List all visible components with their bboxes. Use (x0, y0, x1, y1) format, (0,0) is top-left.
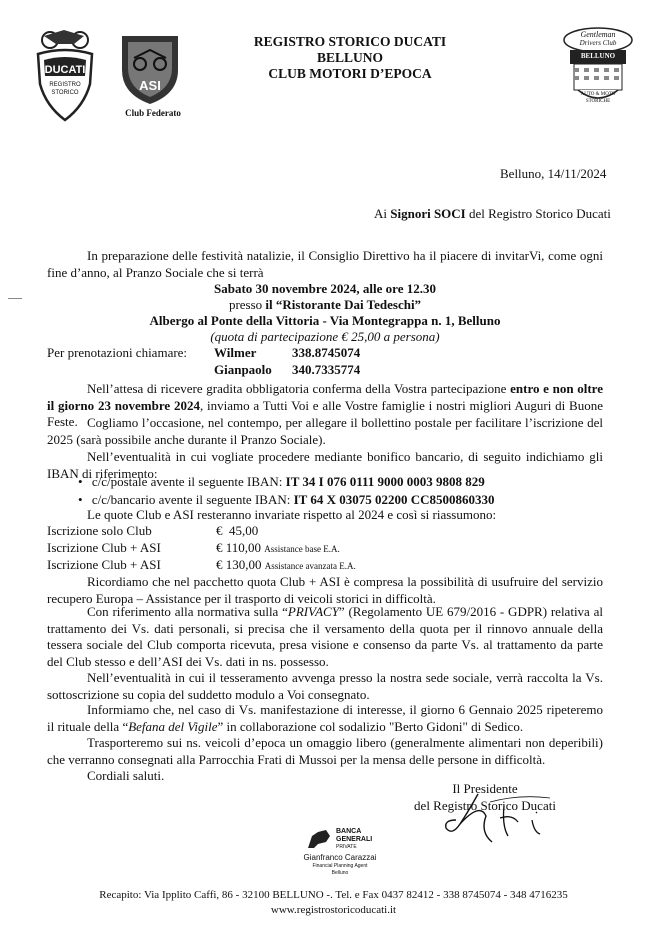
venue-prefix: presso (228, 297, 266, 312)
befana-paragraph (47, 702, 603, 735)
p7-befana: Befana del Vigile (128, 718, 218, 734)
postal-slip-paragraph: Cogliamo l’occasione, nel contempo, per allegare il bollettino postale per facilitare l’iscrizione del 2025 (sarà possibile anche durante il Pranzo Sociale). (47, 415, 603, 447)
sponsor-logo (296, 826, 386, 882)
contact-name-2: Gianpaolo (214, 362, 272, 377)
sponsor-name: Gianfranco Carazzai (303, 853, 377, 862)
footer-address: Recapito: Via Ipplito Caffi, 86 - 32100 BELLUNO -. Tel. e Fax 0437 82412 - 338 8745074 - 348 4716235 (99, 889, 568, 901)
iban-code-1: IT 34 I 076 0111 9000 0003 9808 829 (285, 474, 485, 489)
club-federato-label: Club Federato (125, 108, 181, 118)
iban-code-2: IT 64 X 03075 02200 CC8500860330 (293, 492, 495, 507)
ducati-logo-sub1: REGISTRO (49, 82, 81, 88)
header-block (200, 34, 500, 82)
fee-amount-2 (216, 540, 340, 556)
fee-amount-3 (216, 557, 356, 573)
contact-phone-2: 340.7335774 (292, 362, 361, 377)
fee-amount-2-value: € 110,00 (216, 540, 262, 555)
contact-name-1: Wilmer (214, 345, 257, 360)
event-date: Sabato 30 novembre 2024, alle ore 12.30 (214, 281, 436, 296)
closing: Cordiali saluti. (87, 768, 165, 783)
recipient-line (374, 206, 611, 222)
fee-row-3: Iscrizione Club + ASI (47, 557, 161, 572)
fee-label-1: Iscrizione solo Club (47, 523, 152, 538)
sponsor-brand-3: PRIVATE (336, 844, 357, 850)
gentleman-logo-top: Gentleman (580, 30, 616, 39)
venue-line (47, 297, 603, 313)
gift-paragraph: Trasporteremo sui ns. veicoli d’epoca un omaggio libero (generalmente alimentari non deperibili) che verranno consegnati alla Parrocchia Frati di Mussoi per la mensa delle persone in difficoltà. (47, 735, 603, 767)
fee-note-3: Assistance avanzata E.A. (264, 561, 356, 571)
ducati-logo-word: DUCATI (44, 64, 86, 76)
event-block (47, 281, 603, 345)
fee-row-1 (47, 523, 152, 539)
margin-mark (8, 298, 22, 299)
participation-fee: (quota di partecipazione € 25,00 a persona) (210, 329, 440, 344)
p5-privacy: PRIVACY (287, 604, 339, 619)
gentleman-logo-top2: Drivers Club (579, 39, 617, 47)
contact-phone-1: 338.8745074 (292, 345, 361, 360)
gentleman-logo (560, 26, 636, 106)
sponsor-city: Belluno (331, 870, 349, 876)
iban-prefix-2: c/c/bancario avente il seguente IBAN: (91, 492, 294, 507)
signer-title: Il Presidente (452, 781, 518, 796)
signature (420, 792, 580, 856)
fee-row-2: Iscrizione Club + ASI (47, 540, 161, 555)
venue-name: il “Ristorante Dai Tedeschi” (265, 297, 422, 312)
header-line2: BELLUNO (316, 50, 384, 65)
p1-text-c: , inviamo a Tutti Voi e alle Vostre famiglie i nostri migliori Auguri di Buone Feste. (47, 397, 603, 429)
gentleman-logo-mid: BELLUNO (580, 52, 616, 60)
fee-amount-3-value: € 130,00 (216, 557, 262, 572)
intro-paragraph: In preparazione delle festività natalizie, il Consiglio Direttivo ha il piacere di invitarVi, come ogni fine d’anno, al Pranzo Sociale che si terrà (47, 248, 603, 280)
header-line1: REGISTRO STORICO DUCATI (253, 34, 447, 49)
bank-transfer-paragraph: Nell’eventualità in cui vogliate procedere mediante bonifico bancario, di seguito indichiamo gli IBAN di riferimento: (47, 449, 603, 481)
assistance-paragraph: Ricordiamo che nel pacchetto quota Club + ASI è compresa la possibilità di usufruire del servizio recupero Europa – Assistance per il trasporto di veicoli storici in difficoltà. (47, 574, 603, 606)
recipient-prefix: Ai (374, 206, 391, 221)
sponsor-role: Financial Planning Agent (312, 863, 368, 869)
letter-date: Belluno, 14/11/2024 (500, 166, 607, 181)
asi-logo (120, 34, 180, 106)
fees-intro: Le quote Club e ASI resteranno invariate rispetto al 2024 e così si riassumono: (87, 507, 497, 522)
privacy-paragraph (47, 604, 603, 670)
p7-text-a: Informiamo che, nel caso di Vs. manifestazione di interesse, il giorno 6 Gennaio 2025 ripeteremo il rituale della “ (47, 702, 603, 734)
footer-website[interactable]: www.registrostoricoducati.it (270, 904, 397, 916)
p1-deadline: entro e non oltre il giorno 23 novembre 2024 (47, 381, 603, 413)
ducati-logo-sub2: STORICO (51, 90, 79, 96)
membership-paragraph: Nell’eventualità in cui il tesseramento avvenga presso la nostra sede sociale, verrà raccolta la Vs. sottoscrizione su copia del suddetto modulo a Voi consegnato. (47, 670, 603, 702)
asi-logo-word: ASI (139, 78, 161, 93)
recipient-bold: Signori SOCI (390, 206, 466, 221)
header-line3: CLUB MOTORI D’EPOCA (268, 66, 432, 81)
gentleman-logo-low: AUTO & MOTO (580, 92, 616, 97)
p7-text-c: ” in collaborazione col sodalizio "Berto Gidoni" di Sedico. (217, 718, 524, 734)
gentleman-logo-low2: STORICHE (585, 99, 611, 104)
fee-note-2: Assistance base E.A. (264, 544, 340, 554)
p5-text-c: ” (Regolamento UE 679/2016 - GDPR) relativa al trattamento dei Vs. dati personali, si precisa che il versamento della quota per il rinnovo annuale della tessera sociale del Club comporta ricevuta, presa visione e consenso da parte Vs. al trattamento da parte del Club stesso e dell’ASI dei Vs. dati in ns. possesso. (47, 604, 603, 669)
recipient-suffix: del Registro Storico Ducati (465, 206, 611, 221)
p1-text-a: Nell’attesa di ricevere gradita obbligatoria conferma della Vostra partecipazione (87, 381, 511, 396)
ducati-logo (34, 26, 96, 122)
fee-amount-1: € 45,00 (216, 523, 259, 538)
booking-label: Per prenotazioni chiamare: (47, 345, 188, 360)
iban-prefix-1: c/c/postale avente il seguente IBAN: (91, 474, 286, 489)
venue-address: Albergo al Ponte della Vittoria - Via Montegrappa n. 1, Belluno (149, 313, 501, 328)
iban-item-2 (78, 492, 495, 508)
iban-item-1 (78, 474, 485, 490)
sponsor-brand-2: GENERALI (336, 836, 373, 843)
p5-text-a: Con riferimento alla normativa sulla “ (87, 604, 288, 619)
signer-org: del Registro Storico Ducati (414, 798, 556, 813)
sponsor-brand-1: BANCA (336, 828, 362, 835)
